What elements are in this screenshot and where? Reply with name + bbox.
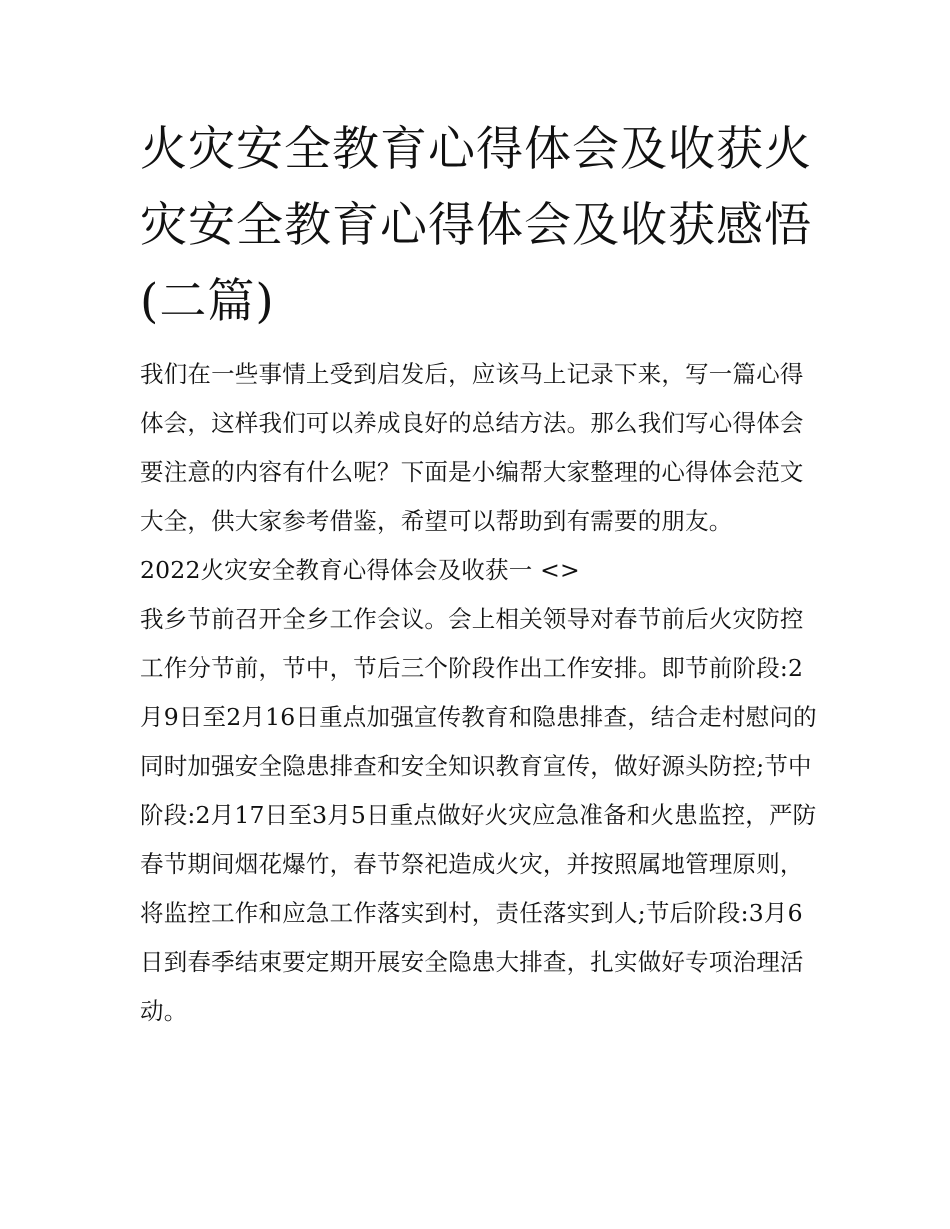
- body-paragraph: 我乡节前召开全乡工作会议。会上相关领导对春节前后火灾防控工作分节前，节中，节后三个阶段作出工作安排。即节前阶段:2月9日至2月16日重点加强宣传教育和隐患排查，结合走村慰问的同时加强安全隐患排查和安全知识教育宣传，做好源头防控;节中阶段:2月17日至3月5日重点做好火灾应急准备和火患监控，严防春节期间烟花爆竹，春节祭祀造成火灾，并按照属地管理原则，将监控工作和应急工作落实到村，责任落实到人;节后阶段:3月6日到春季结束要定期开展安全隐患大排查，扎实做好专项治理活动。: [140, 605, 817, 1025]
- section-heading: 2022火灾安全教育心得体会及收获一 <>: [140, 556, 580, 584]
- intro-paragraph: 我们在一些事情上受到启发后，应该马上记录下来，写一篇心得体会，这样我们可以养成良好的总结方法。那么我们写心得体会要注意的内容有什么呢？下面是小编帮大家整理的心得体会范文大全，供大家参考借鉴，希望可以帮助到有需要的朋友。: [140, 360, 804, 535]
- document-body: [140, 112, 820, 1036]
- title-spacer: [140, 340, 820, 350]
- document-title: 火灾安全教育心得体会及收获火灾安全教育心得体会及收获感悟(二篇): [140, 122, 812, 329]
